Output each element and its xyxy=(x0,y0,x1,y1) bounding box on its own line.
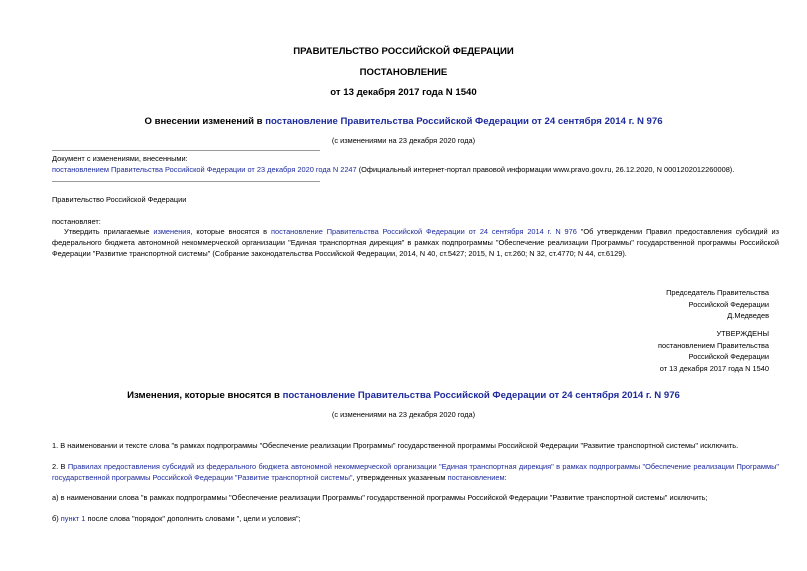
link-decree-976[interactable]: постановление Правительства Российской Федерации от 24 сентября 2014 г. N 976 xyxy=(270,227,577,236)
resolves-word: постановляет: xyxy=(52,217,101,226)
approved-heading: УТВЕРЖДЕНЫ xyxy=(716,329,769,338)
change-item-2-mid: , утвержденных указанным xyxy=(352,473,448,483)
resolution-paragraph xyxy=(52,226,779,260)
changes-title-prefix: Изменения, которые вносятся в xyxy=(127,390,283,401)
approved-country: Российской Федерации xyxy=(688,352,769,362)
change-item-2-end: : xyxy=(504,473,507,483)
change-item-b-start: б) xyxy=(52,514,61,523)
government-heading: ПРАВИТЕЛЬСТВО РОССИЙСКОЙ ФЕДЕРАЦИИ xyxy=(293,46,514,57)
change-item-a-text: а) в наименовании слова "в рамках подпрограммы "Обеспечение реализации Программы" государственной программы Российской Федерации "Развитие транспортной системы" исключить; xyxy=(52,493,708,502)
document-title-prefix: О внесении изменений в xyxy=(144,116,266,127)
resolution-text-mid: , которые вносятся в xyxy=(190,227,271,236)
approved-date: от 13 декабря 2017 года N 1540 xyxy=(659,363,769,373)
change-item-1-text: 1. В наименовании и тексте слова "в рамках подпрограммы "Обеспечение реализации Программы" государственной программы Российской Федерации "Развитие транспортной системы" исключить. xyxy=(52,441,739,450)
change-item-2 xyxy=(52,461,779,483)
change-item-1 xyxy=(52,440,779,451)
change-item-b-rest: после слова "порядок" дополнить словами ", цели и условия"; xyxy=(85,514,301,523)
resolution-text-rest: "Об утверждении Правил предоставления субсидий из федерального бюджета автономной некоммерческой организации "Единая транспортная дирекция" в рамках подпрограммы "Обеспечение реализации Программы" государственной программы Российской Федерации "Развитие транспортной системы" (Собрание законодательства Российской Федерации, 2014, N 40, ст.5427; 2015, N 1, ст.260; N 32, ст.4770; N 44, ст.6129). xyxy=(52,227,779,259)
changes-title-link-decree-976[interactable]: постановление Правительства Российской Федерации от 24 сентября 2014 г. N 976 xyxy=(282,390,680,401)
signature-position: Председатель Правительства xyxy=(666,288,769,297)
link-resolution[interactable]: постановлением xyxy=(447,473,505,483)
change-item-a xyxy=(52,492,779,503)
changes-edition-note: (с изменениями на 23 декабря 2020 года) xyxy=(331,410,476,419)
edition-note: (с изменениями на 23 декабря 2020 года) xyxy=(331,136,476,145)
title-link-decree-976[interactable]: постановление Правительства Российской Федерации от 24 сентября 2014 г. N 976 xyxy=(265,116,663,127)
issuer: Правительство Российской Федерации xyxy=(52,195,187,204)
approved-by: постановлением Правительства xyxy=(658,340,769,350)
link-subsidy-rules[interactable]: Правилах предоставления субсидий из федерального бюджета автономной некоммерческой организации "Единая транспортная дирекция" в рамках подпрограммы "Обеспечение реализации Программы" государственной программы Российской Федерации "Развитие транспортной системы" xyxy=(52,462,780,483)
amendment-line xyxy=(52,165,779,175)
signature-country: Российской Федерации xyxy=(688,299,769,309)
change-item-b xyxy=(52,513,779,524)
document-title xyxy=(0,116,807,128)
approval-block xyxy=(658,328,769,374)
signature-block xyxy=(666,287,769,322)
amendment-intro: Документ с изменениями, внесенными: xyxy=(52,154,188,163)
resolution-text-start: Утвердить прилагаемые xyxy=(64,227,154,236)
document-type: ПОСТАНОВЛЕНИЕ xyxy=(359,67,448,78)
amendment-box-top-rule xyxy=(52,150,320,151)
signature-name: Д.Медведев xyxy=(727,311,769,321)
amendment-link-decree-2247[interactable]: постановлением Правительства Российской Федерации от 23 декабря 2020 года N 2247 xyxy=(52,165,357,174)
link-point-1[interactable]: пункт 1 xyxy=(60,514,86,523)
document-date-number: от 13 декабря 2017 года N 1540 xyxy=(330,87,477,98)
amendment-box-bottom-rule xyxy=(52,181,320,182)
link-changes[interactable]: изменения xyxy=(153,227,191,236)
amendment-source: (Официальный интернет-портал правовой информации www.pravo.gov.ru, 26.12.2020, N 0001202012260008). xyxy=(356,165,735,174)
change-item-2-start: 2. В xyxy=(52,462,68,471)
changes-title xyxy=(0,390,807,402)
